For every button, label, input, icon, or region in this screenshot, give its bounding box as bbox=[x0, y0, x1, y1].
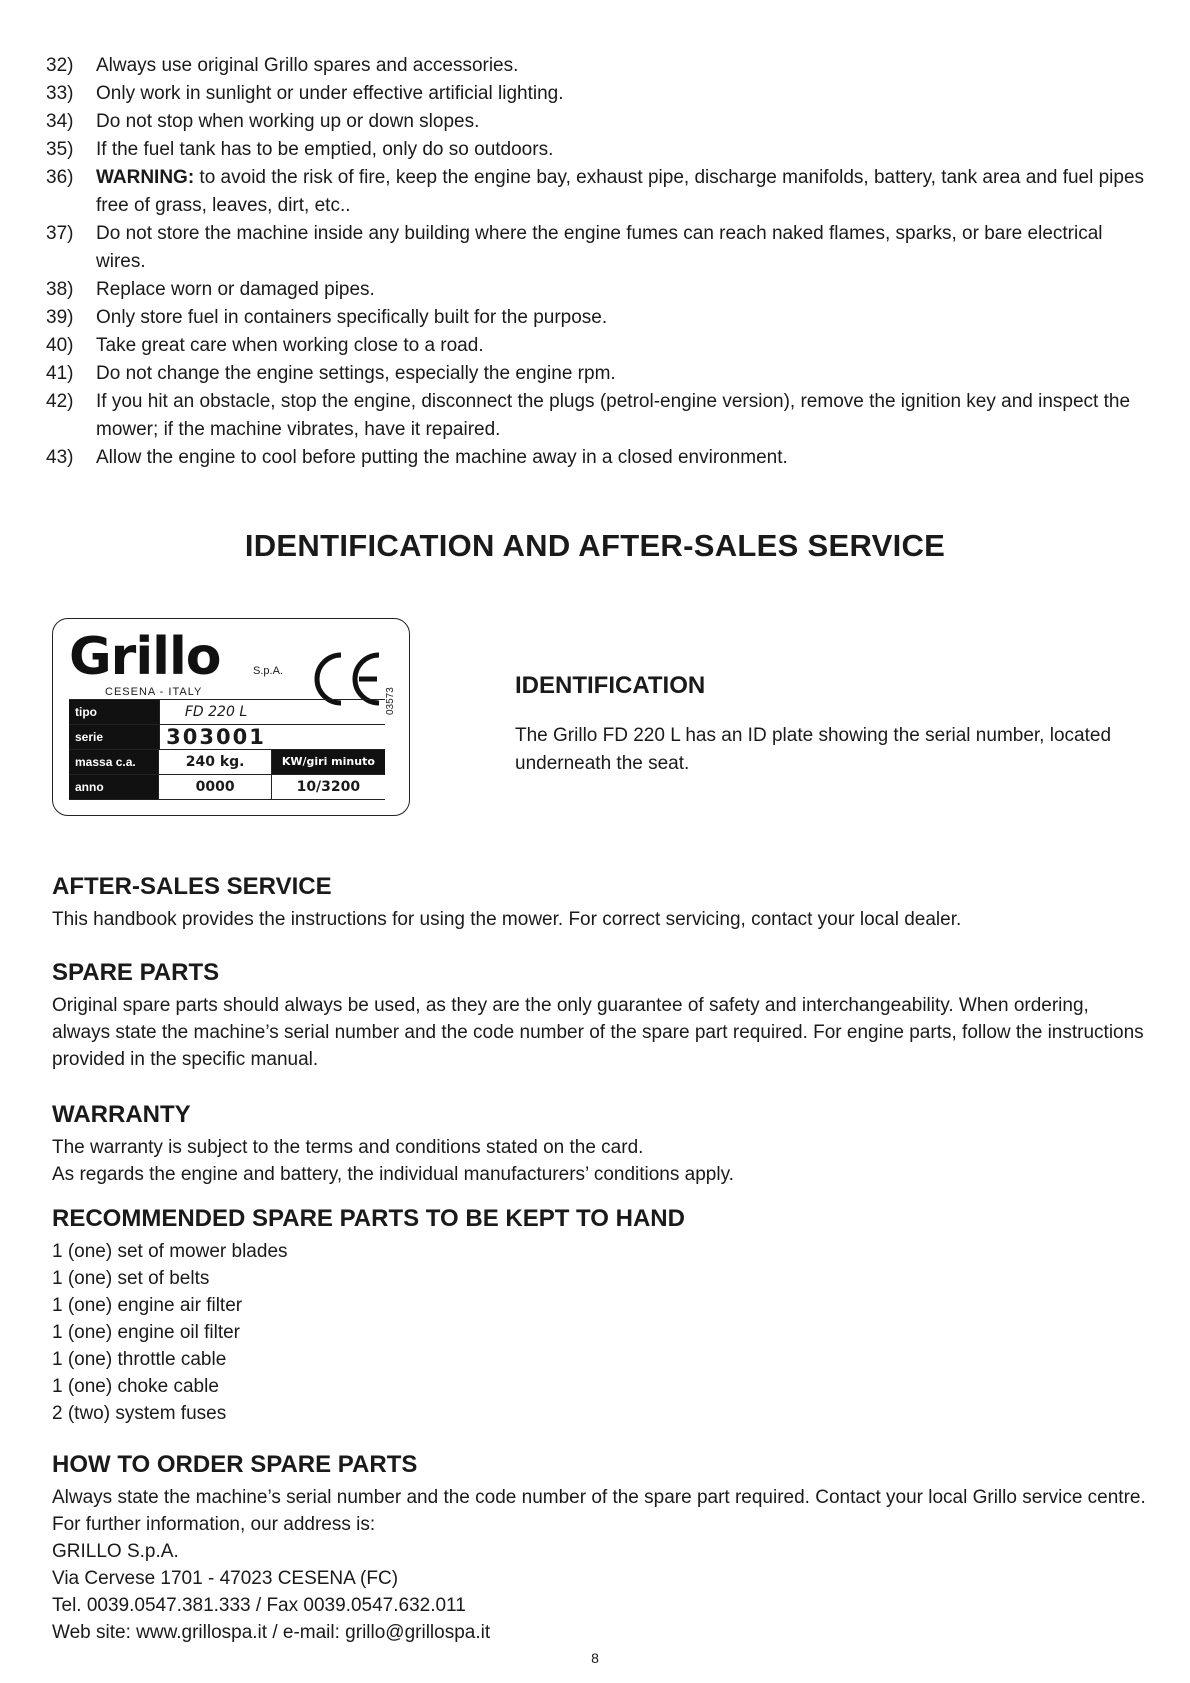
identification-heading: IDENTIFICATION bbox=[515, 672, 706, 699]
rule-number: 39) bbox=[46, 307, 74, 328]
rule-text: Do not store the machine inside any building where the engine fumes can reach naked flames, sparks, or bare electrical wires. bbox=[96, 223, 1103, 272]
rule-text bbox=[96, 164, 1146, 220]
plate-grid bbox=[69, 699, 385, 800]
list-item bbox=[46, 304, 1146, 332]
recommended-heading: RECOMMENDED SPARE PARTS TO BE KEPT TO HAND bbox=[52, 1205, 685, 1232]
how-to-order-heading: HOW TO ORDER SPARE PARTS bbox=[52, 1451, 418, 1478]
warning-label: WARNING: bbox=[96, 167, 195, 188]
warranty-section bbox=[52, 1100, 1152, 1188]
list-item: 1 (one) set of belts bbox=[52, 1268, 210, 1289]
list-item bbox=[46, 360, 1146, 388]
spare-parts-heading: SPARE PARTS bbox=[52, 959, 220, 986]
tipo-label: tipo bbox=[69, 700, 159, 724]
serie-value: 303001 bbox=[159, 725, 272, 749]
rule-number: 35) bbox=[46, 139, 74, 160]
id-plate-image bbox=[52, 618, 410, 816]
page-title: IDENTIFICATION AND AFTER-SALES SERVICE bbox=[244, 528, 946, 563]
list-item bbox=[46, 164, 1146, 220]
company-name: GRILLO S.p.A. bbox=[52, 1541, 179, 1562]
company-phone: Tel. 0039.0547.381.333 / Fax 0039.0547.632.011 bbox=[52, 1595, 466, 1616]
after-sales-section bbox=[52, 872, 1152, 933]
how-to-order-section bbox=[52, 1450, 1152, 1646]
rule-number: 43) bbox=[46, 447, 74, 468]
serie-label: serie bbox=[69, 725, 159, 749]
rule-text: If the fuel tank has to be emptied, only do so outdoors. bbox=[96, 139, 554, 160]
rule-text: Take great care when working close to a road. bbox=[96, 335, 484, 356]
rule-number: 38) bbox=[46, 279, 74, 300]
list-item bbox=[46, 444, 1146, 472]
after-sales-text: This handbook provides the instructions for using the mower. For correct servicing, contact your local dealer. bbox=[52, 909, 962, 930]
rule-number: 33) bbox=[46, 83, 74, 104]
rule-number: 41) bbox=[46, 363, 74, 384]
spare-parts-section bbox=[52, 958, 1152, 1073]
after-sales-heading: AFTER-SALES SERVICE bbox=[52, 873, 332, 900]
anno-value: 0000 bbox=[158, 775, 270, 799]
plate-spa: S.p.A. bbox=[253, 665, 283, 677]
rule-number: 40) bbox=[46, 335, 74, 356]
list-item bbox=[46, 80, 1146, 108]
anno-label: anno bbox=[69, 775, 158, 799]
rule-number: 32) bbox=[46, 55, 74, 76]
list-item: 2 (two) system fuses bbox=[52, 1403, 227, 1424]
rule-text: If you hit an obstacle, stop the engine, disconnect the plugs (petrol-engine version), remove the ignition key and inspect the mower; if the machine vibrates, have it repaired. bbox=[96, 391, 1131, 440]
warranty-heading: WARRANTY bbox=[52, 1101, 191, 1128]
warranty-line-2: As regards the engine and battery, the individual manufacturers’ conditions apply. bbox=[52, 1164, 734, 1185]
tipo-value: FD 220 L bbox=[159, 700, 272, 724]
list-item bbox=[46, 136, 1146, 164]
spare-parts-text: Original spare parts should always be used, as they are the only guarantee of safety and interchangeability. When ordering, always state the machine’s serial number and the code number of the spare part required. For engine parts, follow the instructions provided in the specific manual. bbox=[52, 995, 1144, 1070]
plate-row-massa bbox=[69, 750, 385, 775]
massa-value: 240 kg. bbox=[158, 750, 270, 774]
safety-rules-list bbox=[46, 52, 1146, 472]
list-item: 1 (one) throttle cable bbox=[52, 1349, 227, 1370]
page-number: 8 bbox=[591, 1650, 599, 1666]
plate-row-tipo bbox=[69, 699, 385, 725]
recommended-section bbox=[52, 1204, 1152, 1427]
identification-text: The Grillo FD 220 L has an ID plate showing the serial number, located underneath the seat. bbox=[515, 725, 1112, 774]
rule-text: Only store fuel in containers specifically built for the purpose. bbox=[96, 307, 608, 328]
how-to-order-text: Always state the machine’s serial number and the code number of the spare part required. Contact your local Grillo service centre. For further information, our address is: bbox=[52, 1487, 1146, 1535]
warning-text: to avoid the risk of fire, keep the engine bay, exhaust pipe, discharge manifolds, battery, tank area and fuel pipes free of grass, leaves, dirt, etc.. bbox=[96, 167, 1145, 216]
rule-text: Do not stop when working up or down slopes. bbox=[96, 111, 480, 132]
kw-value: 10/3200 bbox=[271, 775, 385, 799]
list-item bbox=[46, 388, 1146, 444]
kw-label: KW/giri minuto bbox=[271, 750, 385, 774]
rule-number: 42) bbox=[46, 391, 74, 412]
rule-number: 36) bbox=[46, 167, 74, 188]
list-item bbox=[46, 332, 1146, 360]
plate-row-serie bbox=[69, 725, 385, 750]
plate-row-anno bbox=[69, 775, 385, 800]
rule-number: 34) bbox=[46, 111, 74, 132]
list-item: 1 (one) set of mower blades bbox=[52, 1241, 288, 1262]
company-address: Via Cervese 1701 - 47023 CESENA (FC) bbox=[52, 1568, 399, 1589]
list-item bbox=[46, 220, 1146, 276]
list-item bbox=[46, 108, 1146, 136]
warranty-line-1: The warranty is subject to the terms and conditions stated on the card. bbox=[52, 1137, 644, 1158]
rule-text: Always use original Grillo spares and accessories. bbox=[96, 55, 519, 76]
rule-text: Replace worn or damaged pipes. bbox=[96, 279, 375, 300]
plate-city: CESENA - ITALY bbox=[105, 686, 203, 698]
rule-text: Do not change the engine settings, especially the engine rpm. bbox=[96, 363, 616, 384]
list-item: 1 (one) engine air filter bbox=[52, 1295, 243, 1316]
company-web: Web site: www.grillospa.it / e-mail: grillo@grillospa.it bbox=[52, 1622, 491, 1643]
list-item: 1 (one) choke cable bbox=[52, 1376, 219, 1397]
massa-label: massa c.a. bbox=[69, 750, 158, 774]
list-item bbox=[46, 52, 1146, 80]
plate-code: 03573 bbox=[385, 687, 396, 715]
rule-text: Only work in sunlight or under effective artificial lighting. bbox=[96, 83, 564, 104]
rule-text: Allow the engine to cool before putting the machine away in a closed environment. bbox=[96, 447, 788, 468]
rule-number: 37) bbox=[46, 223, 74, 244]
list-item: 1 (one) engine oil filter bbox=[52, 1322, 240, 1343]
recommended-list bbox=[52, 1238, 1152, 1427]
grillo-logo: Grillo bbox=[69, 627, 221, 687]
list-item bbox=[46, 276, 1146, 304]
